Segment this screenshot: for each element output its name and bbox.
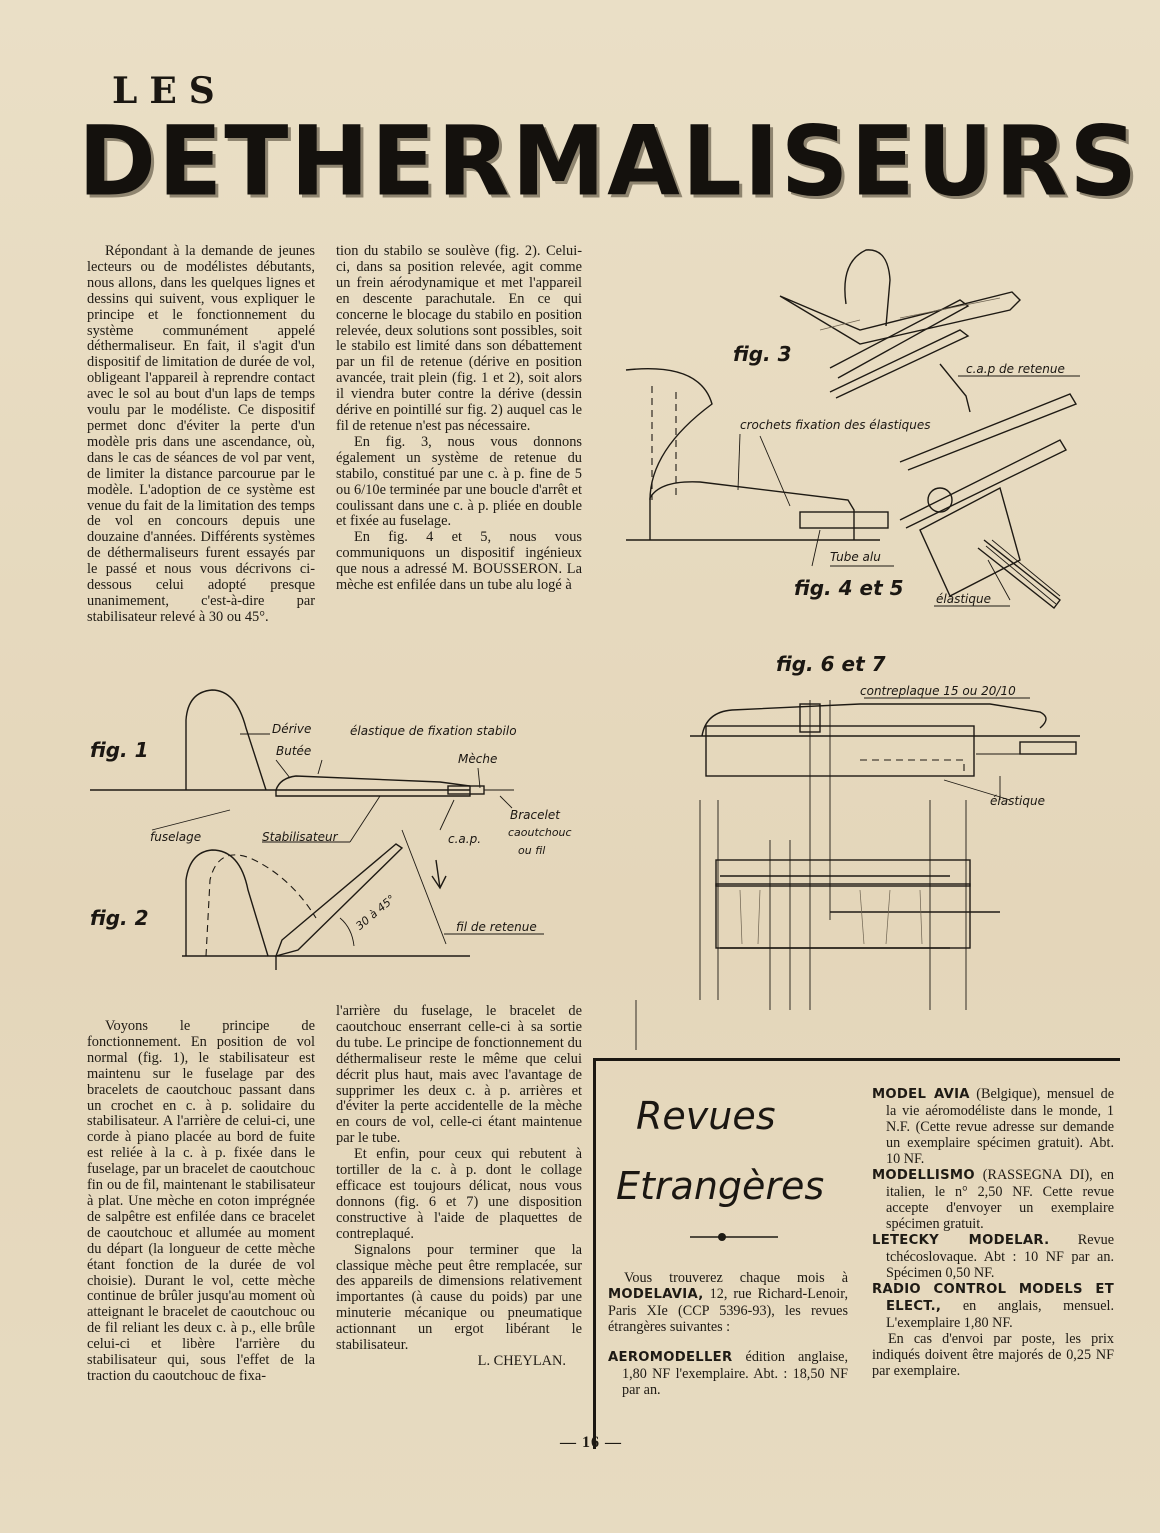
model-avia-text: (Belgique), mensuel de la vie aéromodéliste dans le monde, 1 N.F. (Cette revue adresse sur demande un exemplaire spécimen gratuit). Abt. 10 NF. xyxy=(886,1086,1115,1167)
article-paragraph: En fig. 3, nous vous donnons également un système de retenue du stabilo, constitué par une c. à p. fine de 5 ou 6/10e terminée par une boucle d'arrêt et coulissant dans une c. à p. pliée en double et fixée au fuselage. xyxy=(336,433,582,530)
label-crochets: crochets fixation des élastiques xyxy=(740,418,931,432)
modelavia-entry xyxy=(872,1086,1114,1167)
label-tube-alu: Tube alu xyxy=(830,550,881,564)
label-meche: Mèche xyxy=(458,752,498,766)
letecky-name: LETECKY MODELAR. xyxy=(872,1233,1050,1248)
fig67-label: fig. 6 et 7 xyxy=(776,652,886,676)
model-avia-name: MODEL AVIA xyxy=(872,1087,970,1102)
label-ou-fil: ou fil xyxy=(518,844,546,857)
fig1-label: fig. 1 xyxy=(90,738,149,762)
label-butee: Butée xyxy=(276,744,312,758)
revues-intro xyxy=(608,1270,848,1335)
aeromodeller-name: AEROMODELLER xyxy=(608,1350,733,1365)
label-angle: 30 à 45° xyxy=(353,892,398,933)
modellismo-entry xyxy=(872,1167,1114,1232)
radio-control-text: en anglais, mensuel. L'exemplaire 1,80 NF. xyxy=(886,1298,1114,1331)
revues-intro-post: 12, rue Richard-Lenoir, Paris XIe (CCP 5396-93), les revues étrangères suivantes : xyxy=(608,1286,848,1335)
fig45-label: fig. 4 et 5 xyxy=(794,576,904,600)
fig1-drawing xyxy=(90,690,514,842)
page-number: — 16 — xyxy=(560,1434,622,1451)
article-paragraph: Voyons le principe de fonctionnement. En position de vol normal (fig. 1), le stabilisateur est maintenu sur le fuselage par des bracelets de caoutchouc passant dans un crochet en c. à p. solidaire du stabilisateur. A l'arrière de celui-ci, une corde à piano placée au bord de fuite est reliée à la c. à p. fixée dans le fuselage, par un bracelet de caoutchouc fin ou de fil, maintenant le stabilisateur à plat. Une mèche en coton imprégnée de salpêtre est enfilée dans ce bracelet de caoutchouc et allumée au moment du départ (la longueur de cette mèche étant fonction de la durée de vol choisie). Durant le vol, cette mèche continue de brûler jusqu'au moment où atteignant le bracelet de caoutchouc ou de fil reliant les deux c. à p., elle brûle celui-ci et libère l'arrière du stabilisateur qui, sous l'effet de la traction du caoutchouc de fixa- xyxy=(87,1018,315,1384)
radio-control-entry xyxy=(872,1281,1114,1331)
article-paragraph: Répondant à la demande de jeunes lecteurs ou de modélistes débutants, nous allons, dans les quelques lignes et dessins qui suivent, vous expliquer le principe et le fonctionnement du système communément appelé déthermaliseur. En fait, il s'agit d'un dispositif de limitation de durée de vol, obligeant l'appareil à reprendre contact avec le sol au bout d'un laps de temps voulu par le modéliste. Ce dispositif permet donc d'éviter la perte d'un modèle pris dans une ascendance, où, dans le cas de séances de vol par vent, de limiter la distance parcourue par le modèle. L'adoption de ce système est venue du fait de la limitation des temps de vol en concours depuis une douzaine d'années. Différents systèmes de déthermaliseurs furent essayés par le passé et nous vous décrivons ci-dessous celui adopté presque unanimement, c'est-à-dire par stabilisateur relevé à 30 ou 45°. xyxy=(87,243,315,625)
label-bracelet: Bracelet xyxy=(510,808,560,822)
label-derive: Dérive xyxy=(272,722,312,736)
postage-note: En cas d'envoi par poste, les prix indiqués doivent être majorés de 0,25 NF par exemplaire. xyxy=(872,1331,1114,1379)
label-caoutchouc: caoutchouc xyxy=(508,826,572,839)
fig2-label: fig. 2 xyxy=(90,906,149,930)
article-paragraph: En fig. 4 et 5, nous vous communiquons un dispositif ingénieux que nous a adressé M. BOUSSERON. La mèche est enfilée dans un tube alu logé à xyxy=(336,529,582,594)
fig45-drawing xyxy=(626,369,1076,608)
label-elastique-2: élastique xyxy=(990,794,1045,808)
revues-column-right xyxy=(872,1086,1114,1379)
article-paragraph: l'arrière du fuselage, le bracelet de caoutchouc enserrant celle-ci à sa sortie du tube. Le principe de fonctionnement du déthermaliseur reste le même que celui décrit plus haut, mais avec l'avantage de supprimer les deux c. à p. arrières et d'éviter la perte accidentelle de la mèche en cours de vol, celle-ci étant maintenue par le tube. xyxy=(336,1003,582,1147)
revues-intro-pre: Vous trouverez chaque mois à xyxy=(624,1270,848,1286)
label-cap-retenue: c.a.p de retenue xyxy=(966,362,1065,376)
article-paragraph: Et enfin, pour ceux qui rebutent à tortiller de la c. à p. dont le collage efficace est toujours délicat, nous vous donnons (fig. 6 et 7) une disposition constructive à l'aide de plaquettes de contreplaqué. xyxy=(336,1146,582,1242)
label-elastique: élastique xyxy=(936,592,991,606)
radio-control-name: RADIO CONTROL MODELS ET ELECT., xyxy=(872,1282,1114,1314)
letecky-text: Revue tchécoslovaque. Abt : 10 NF par an. Spécimen 0,50 NF. xyxy=(886,1232,1115,1281)
label-stabilisateur: Stabilisateur xyxy=(262,830,338,844)
label-fuselage: fuselage xyxy=(150,830,202,844)
modellismo-name: MODELLISMO xyxy=(872,1168,975,1183)
modellismo-text: (RASSEGNA DI), en italien, le n° 2,50 NF. Cette revue accepte d'envoyer un exemplaire spécimen gratuit. xyxy=(886,1167,1115,1232)
label-fil-retenue: fil de retenue xyxy=(456,920,537,934)
article-paragraph: Signalons pour terminer que la classique mèche peut être remplacée, sur des appareils de dimensions relativement importantes (à cause du poids) par une minuterie mécanique ou pneumatique actionnant un ergot libérant le stabilisateur. xyxy=(336,1241,582,1354)
fig3-label: fig. 3 xyxy=(733,342,792,366)
fig2-drawing xyxy=(182,830,544,970)
page-title: DETHERMALISEURS xyxy=(78,106,1140,219)
revues-column-left xyxy=(608,1270,848,1398)
revues-title-line2: Etrangères xyxy=(616,1164,825,1208)
label-cap: c.a.p. xyxy=(448,832,482,846)
aeromodeller-entry xyxy=(608,1349,848,1398)
article-signature: L. CHEYLAN. xyxy=(477,1352,566,1369)
modelavia-name: MODELAVIA, xyxy=(608,1287,704,1302)
fig3-drawing xyxy=(780,250,1080,412)
article-paragraph: tion du stabilo se soulève (fig. 2). Celui-ci, dans sa position relevée, agit comme un frein aérodynamique et met l'appareil en descente parachutale. En ce qui concerne le blocage du stabilo en position relevée, deux solutions sont possibles, soit le stabilo est limité dans son débattement par un fil de retenue (dérive en position avancée, trait plein (fig. 1 et 2), soit alors il viendra buter contre la dérive (dessin dérive en pointillé sur fig. 2) auquel cas le fil de retenue n'est pas nécessaire. xyxy=(336,243,582,434)
aeromodeller-text: édition anglaise, 1,80 NF l'exemplaire. Abt. : 18,50 NF par an. xyxy=(622,1349,849,1398)
title-les: LES xyxy=(112,70,227,112)
fig67-drawing xyxy=(636,698,1080,1050)
label-elastique-stabilo: élastique de fixation stabilo xyxy=(350,724,517,738)
letecky-entry xyxy=(872,1232,1114,1281)
revues-title-line1: Revues xyxy=(636,1094,776,1138)
label-contreplaque: contreplaque 15 ou 20/10 xyxy=(860,684,1016,698)
